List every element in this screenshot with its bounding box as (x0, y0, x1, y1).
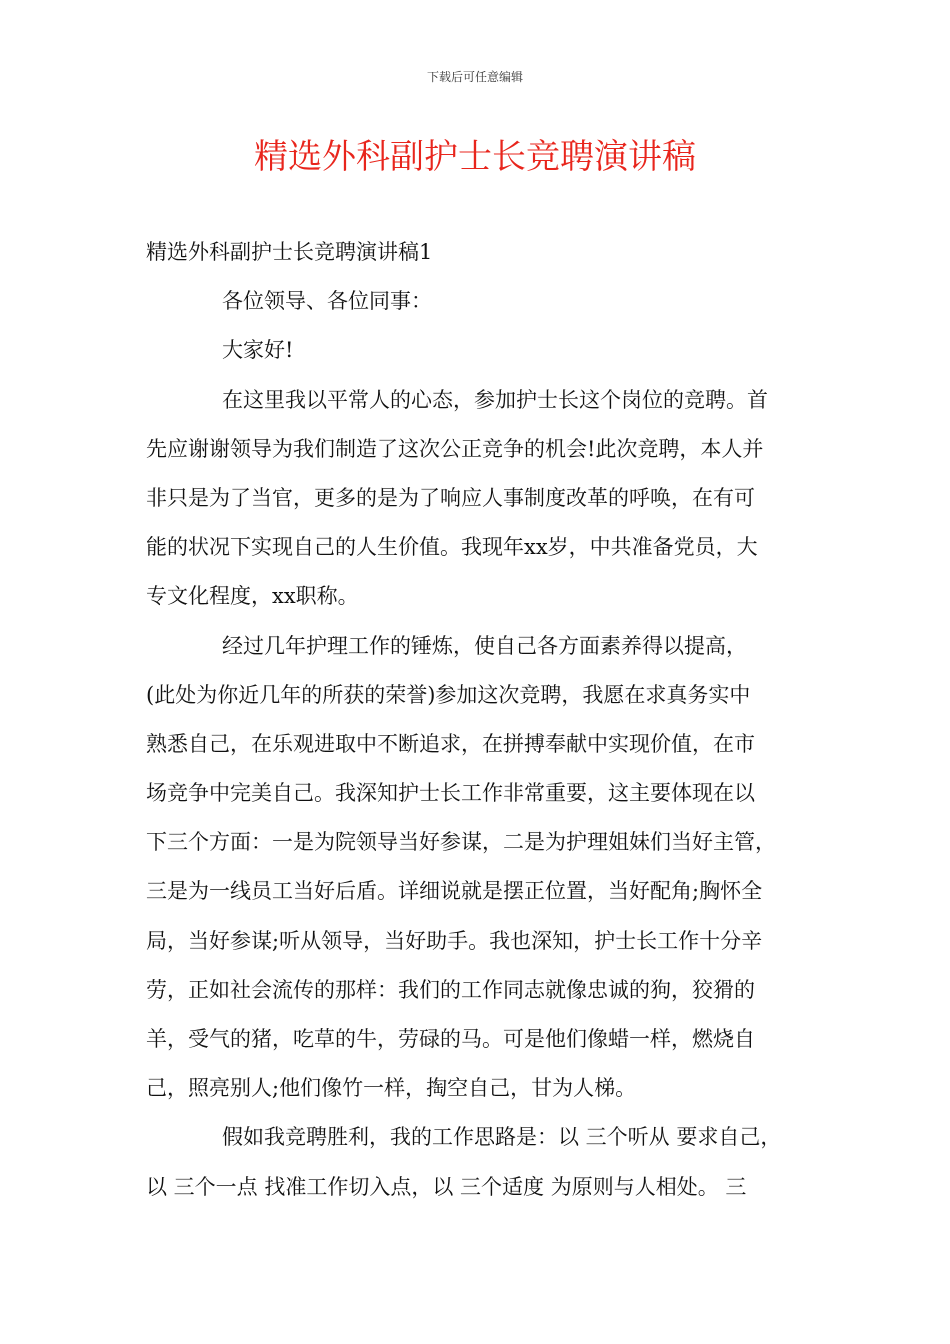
paragraph-line: 三是为一线员工当好后盾。详细说就是摆正位置，当好配角;胸怀全 (146, 879, 763, 904)
paragraph-line: 大家好! (222, 338, 294, 363)
header-note: 下载后可任意编辑 (426, 70, 523, 84)
paragraph-line: 能的状况下实现自己的人生价值。我现年xx岁，中共准备党员，大 (146, 535, 758, 560)
paragraph-line: 劳，正如社会流传的那样：我们的工作同志就像忠诚的狗，狡猾的 (146, 977, 755, 1002)
paragraph-line: 局，当好参谋;听从领导，当好助手。我也深知，护士长工作十分辛 (146, 928, 763, 953)
paragraph-line: 场竞争中完美自己。我深知护士长工作非常重要，这主要体现在以 (146, 781, 755, 806)
paragraph-line: 先应谢谢领导为我们制造了这次公正竞争的机会!此次竞聘，本人并 (146, 436, 764, 461)
paragraph-line: 专文化程度，xx职称。 (146, 584, 359, 609)
paragraph-line: 下三个方面：一是为院领导当好参谋，二是为护理姐妹们当好主管， (146, 830, 776, 855)
paragraph-line: 在这里我以平常人的心态，参加护士长这个岗位的竞聘。首 (222, 387, 768, 412)
paragraph-line: 各位领导、各位同事： (222, 289, 432, 314)
document-body (146, 228, 808, 1212)
paragraph-line: 己，照亮别人;他们像竹一样，掏空自己，甘为人梯。 (146, 1076, 637, 1101)
paragraph-line: (此处为你近几年的所获的荣誉)参加这次竞聘，我愿在求真务实中 (146, 682, 751, 707)
paragraph-line: 精选外科副护士长竞聘演讲稿1 (146, 240, 433, 264)
document-title: 精选外科副护士长竞聘演讲稿 (254, 137, 696, 177)
paragraph-line: 假如我竞聘胜利，我的工作思路是：以 三个听从 要求自己， (222, 1125, 782, 1150)
paragraph-line: 非只是为了当官，更多的是为了响应人事制度改革的呼唤，在有可 (146, 485, 755, 510)
paragraph-line: 羊，受气的猪，吃草的牛，劳碌的马。可是他们像蜡一样，燃烧自 (146, 1027, 755, 1051)
paragraph-line: 熟悉自己，在乐观进取中不断追求，在拼搏奉献中实现价值，在市 (146, 731, 755, 756)
paragraph-line: 经过几年护理工作的锤炼，使自己各方面素养得以提高， (222, 633, 747, 658)
paragraph-line: 以 三个一点 找准工作切入点，以 三个适度 为原则与人相处。 三 (146, 1174, 747, 1199)
